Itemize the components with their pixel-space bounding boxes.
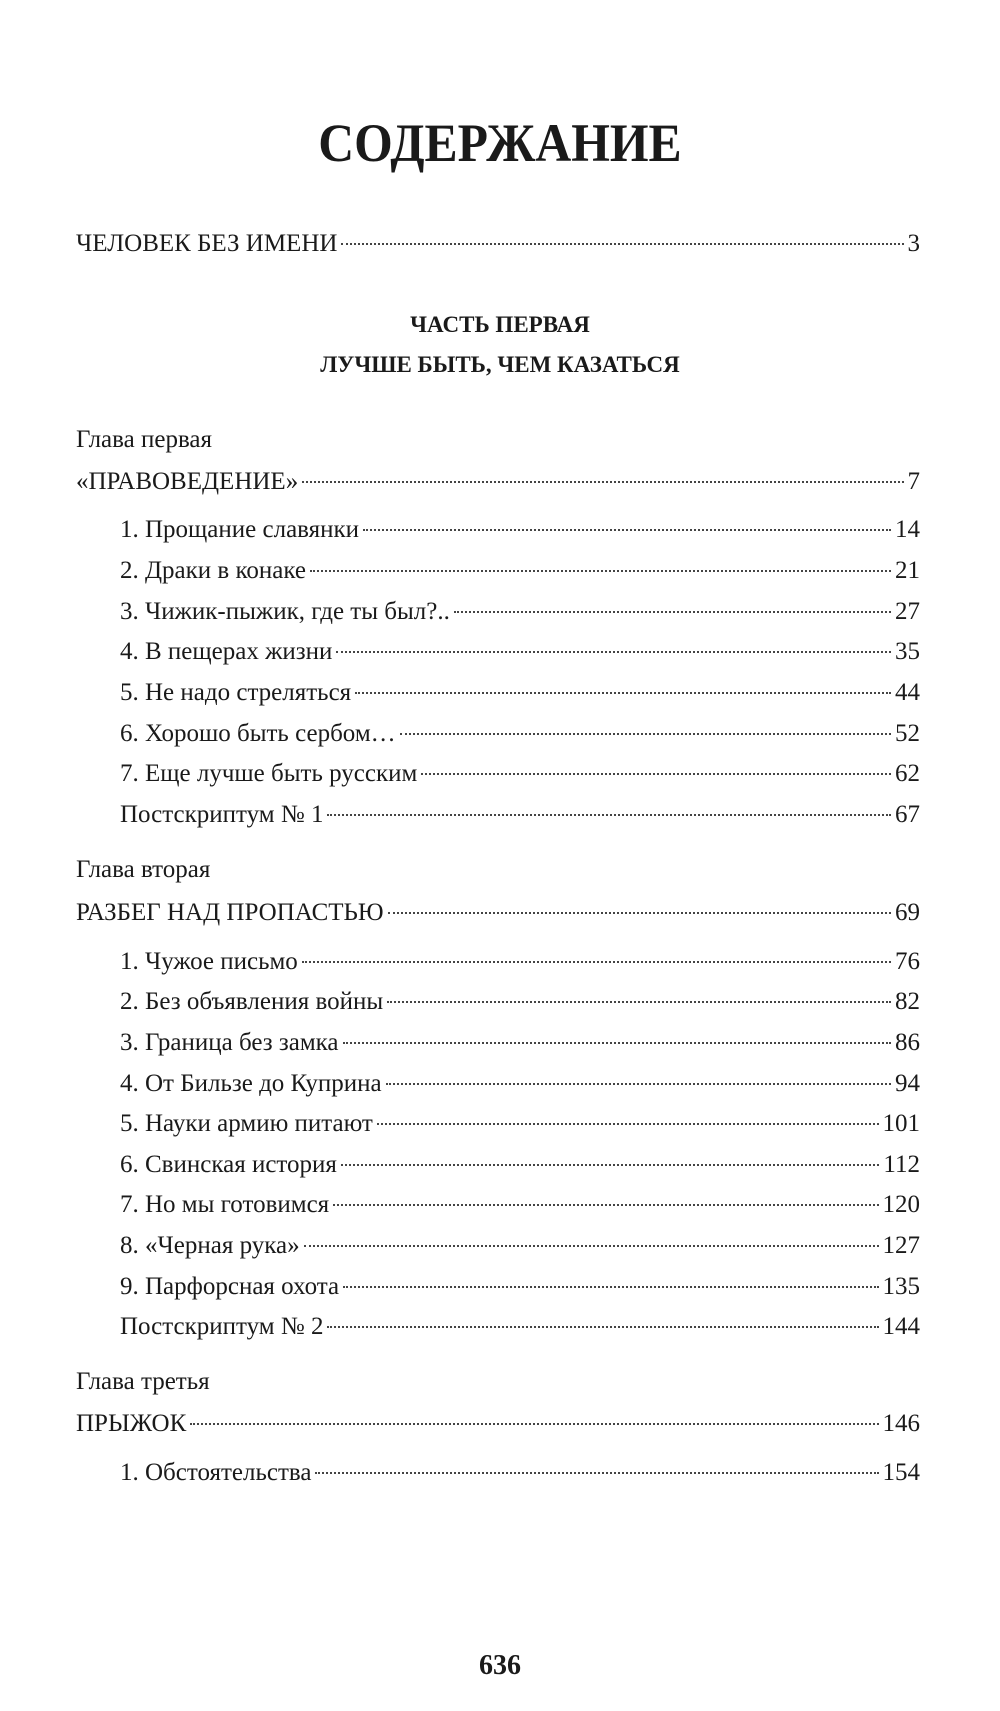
leader-dots [315, 1472, 878, 1474]
toc-entry-page: 21 [895, 557, 920, 584]
toc-entry-page: 76 [895, 948, 920, 975]
chapter-label: Глава третья [76, 1368, 210, 1395]
toc-entry-label: 2. Без объявления войны [120, 988, 384, 1015]
leader-dots [421, 773, 891, 775]
toc-entry-label: Постскриптум № 1 [120, 801, 324, 828]
toc-entry [120, 986, 920, 1018]
leader-dots [341, 1164, 880, 1166]
toc-entry-label: 5. Не надо стреляться [120, 679, 352, 706]
toc-entry [120, 677, 920, 709]
leader-dots [454, 611, 891, 613]
leader-dots [341, 243, 903, 245]
toc-entry [120, 758, 920, 790]
toc-entry-label: 1. Обстоятельства [120, 1459, 312, 1486]
toc-entry [120, 1149, 920, 1181]
leader-dots [310, 570, 891, 572]
toc-entry-page: 144 [882, 1313, 920, 1340]
toc-entry-label: ЧЕЛОВЕК БЕЗ ИМЕНИ [76, 230, 338, 257]
toc-entry-label: РАЗБЕГ НАД ПРОПАСТЬЮ [76, 899, 384, 926]
toc-entry-label: 9. Парфорсная охота [120, 1273, 340, 1300]
toc-entry [120, 636, 920, 668]
toc-entry-chapter [76, 466, 920, 498]
toc-entry-intro [76, 228, 920, 260]
leader-dots [336, 651, 891, 653]
toc-entry-label: 7. Еще лучше быть русским [120, 760, 418, 787]
toc-entry [120, 718, 920, 750]
leader-dots [302, 481, 903, 483]
leader-dots [355, 692, 891, 694]
leader-dots [304, 1245, 879, 1247]
toc-entry-page: 52 [895, 720, 920, 747]
leader-dots [190, 1423, 878, 1425]
toc-entry-label: 7. Но мы готовимся [120, 1191, 330, 1218]
page-number: 636 [479, 1650, 521, 1681]
chapter-label: Глава вторая [76, 856, 211, 883]
toc-entry-page: 14 [895, 516, 920, 543]
toc-entry [120, 1108, 920, 1140]
leader-dots [388, 912, 891, 914]
leader-dots [387, 1001, 891, 1003]
toc-entry-label: 3. Чижик-пыжик, где ты был?.. [120, 598, 450, 625]
toc-entry [120, 946, 920, 978]
toc-entry-page: 101 [882, 1110, 920, 1137]
toc-entry-page: 94 [895, 1070, 920, 1097]
toc-entry-page: 69 [895, 899, 920, 926]
toc-entry-page: 135 [882, 1273, 920, 1300]
toc-entry-label: 4. В пещерах жизни [120, 638, 333, 665]
toc-entry-label: 1. Чужое письмо [120, 948, 298, 975]
toc-entry [120, 1027, 920, 1059]
toc-entry [120, 514, 920, 546]
toc-entry-chapter [76, 1408, 920, 1440]
leader-dots [343, 1042, 891, 1044]
leader-dots [363, 529, 891, 531]
toc-entry-label: 8. «Черная рука» [120, 1232, 300, 1259]
toc-entry-label: «ПРАВОВЕДЕНИЕ» [76, 468, 299, 495]
toc-entry-page: 146 [882, 1410, 920, 1437]
toc-entry [120, 799, 920, 831]
toc-entry [120, 555, 920, 587]
toc-entry-chapter [76, 897, 920, 929]
leader-dots [302, 961, 891, 963]
toc-entry [120, 1189, 920, 1221]
toc-entry [120, 1068, 920, 1100]
toc-entry-page: 67 [895, 801, 920, 828]
leader-dots [400, 733, 891, 735]
chapter-label: Глава первая [76, 426, 213, 453]
toc-entry-page: 127 [882, 1232, 920, 1259]
toc-entry-page: 44 [895, 679, 920, 706]
toc-entry [120, 1230, 920, 1262]
page-title: СОДЕРЖАНИЕ [318, 113, 682, 173]
toc-entry [120, 1457, 920, 1489]
toc-entry-page: 86 [895, 1029, 920, 1056]
leader-dots [343, 1286, 878, 1288]
toc-entry-page: 7 [907, 468, 920, 495]
toc-entry [120, 1271, 920, 1303]
toc-entry-page: 3 [907, 230, 920, 257]
toc-entry [120, 596, 920, 628]
toc-entry-page: 120 [882, 1191, 920, 1218]
toc-entry-label: Постскриптум № 2 [120, 1313, 324, 1340]
toc-entry-page: 27 [895, 598, 920, 625]
leader-dots [327, 1326, 878, 1328]
toc-entry-label: 5. Науки армию питают [120, 1110, 373, 1137]
toc-entry-label: 2. Драки в конаке [120, 557, 306, 584]
toc-entry-page: 35 [895, 638, 920, 665]
leader-dots [333, 1204, 878, 1206]
toc-entry-label: 6. Свинская история [120, 1151, 337, 1178]
leader-dots [327, 814, 891, 816]
toc-entry-label: 3. Граница без замка [120, 1029, 339, 1056]
toc-entry-page: 154 [882, 1459, 920, 1486]
toc-entry-page: 112 [883, 1151, 920, 1178]
part-subtitle: ЛУЧШЕ БЫТЬ, ЧЕМ КАЗАТЬСЯ [320, 352, 680, 377]
toc-entry-label: 1. Прощание славянки [120, 516, 360, 543]
part-title: ЧАСТЬ ПЕРВАЯ [410, 312, 590, 337]
toc-entry-page: 82 [895, 988, 920, 1015]
toc-entry [120, 1311, 920, 1343]
leader-dots [386, 1083, 891, 1085]
toc-entry-label: ПРЫЖОК [76, 1410, 187, 1437]
toc-entry-label: 4. От Бильзе до Куприна [120, 1070, 382, 1097]
toc-entry-label: 6. Хорошо быть сербом… [120, 720, 396, 747]
toc-entry-page: 62 [895, 760, 920, 787]
leader-dots [377, 1123, 879, 1125]
